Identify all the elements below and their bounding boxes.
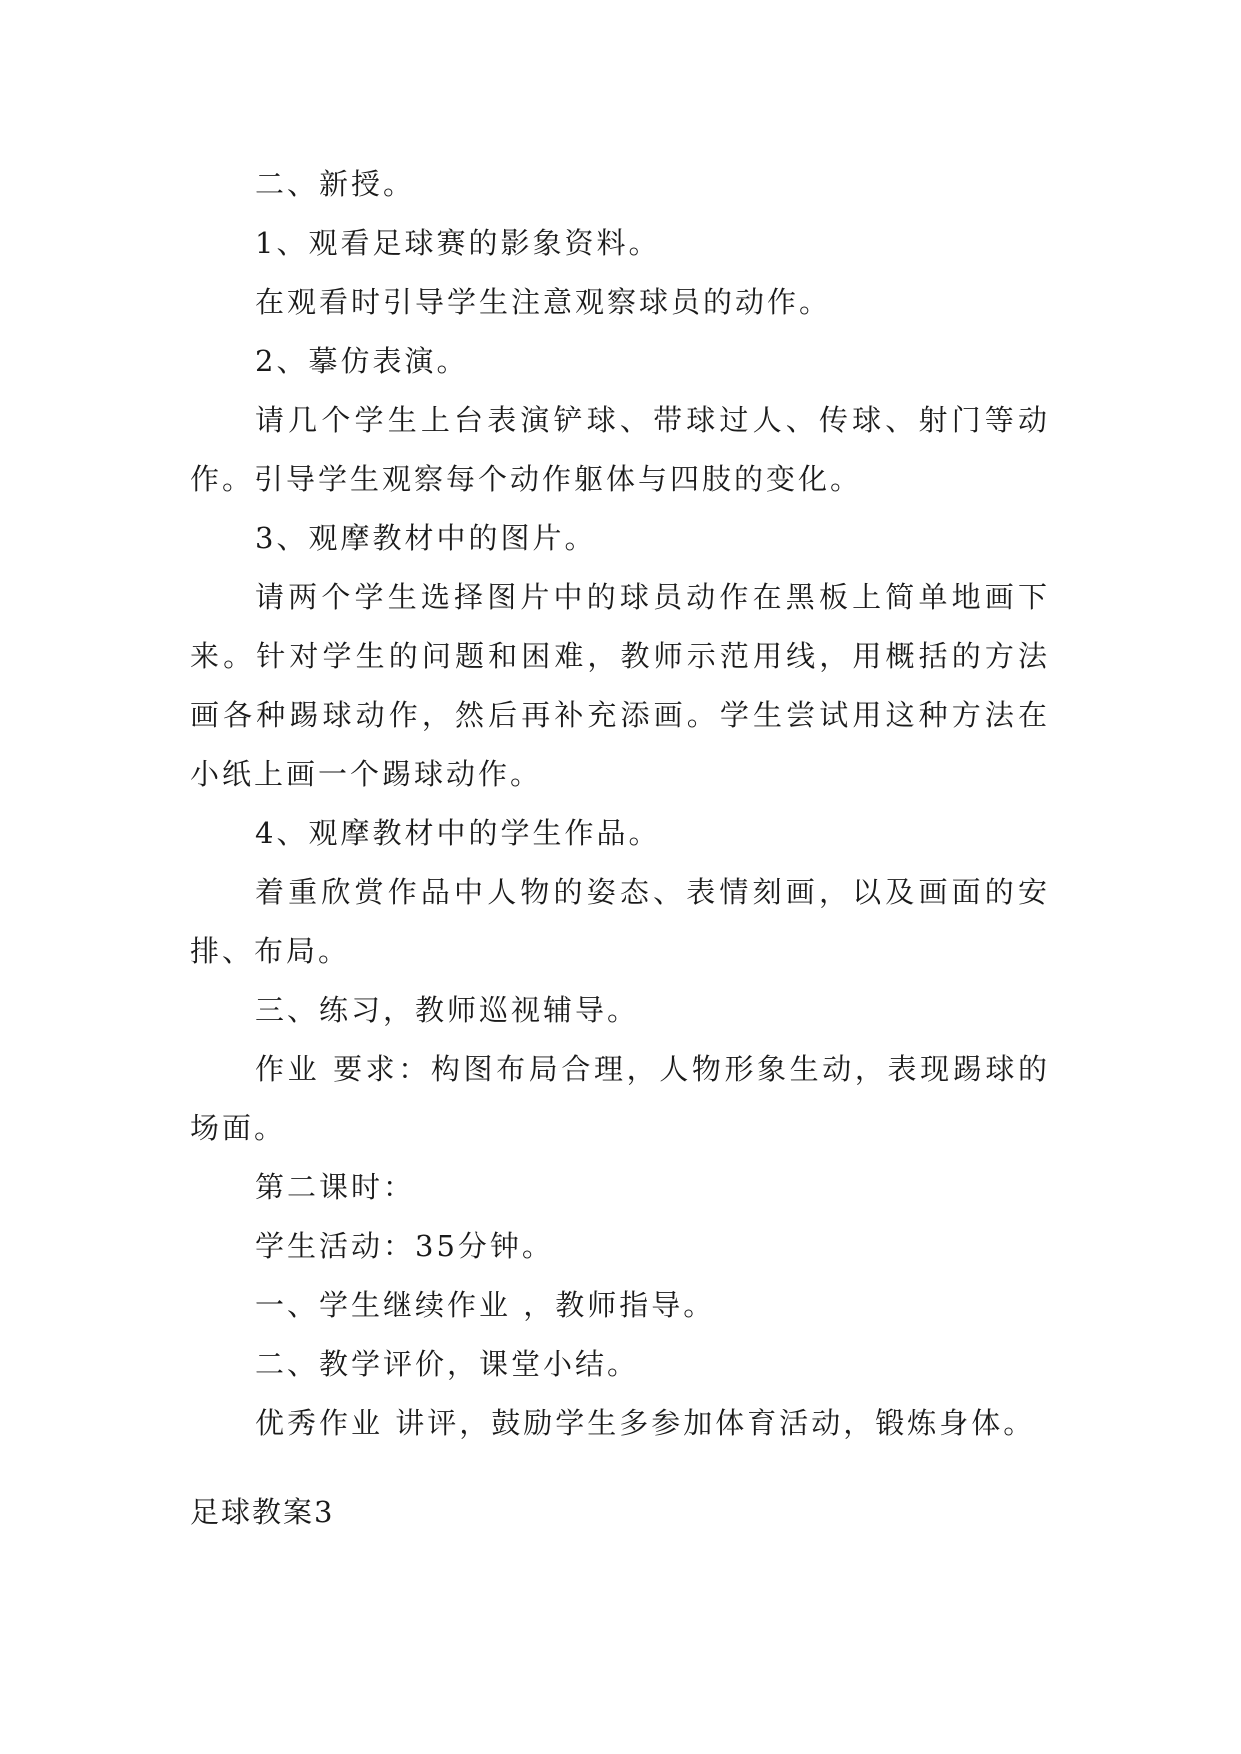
paragraph: 请几个学生上台表演铲球、带球过人、传球、射门等动作。引导学生观察每个动作躯体与四肢的变化。 <box>190 403 1050 496</box>
paragraph: 优秀作业 讲评，鼓励学生多参加体育活动，锻炼身体。 <box>255 1406 1036 1440</box>
section-heading: 足球教案3 <box>190 1495 335 1529</box>
paragraph: 2、摹仿表演。 <box>255 344 469 378</box>
paragraph: 着重欣赏作品中人物的姿态、表情刻画，以及画面的安排、布局。 <box>190 875 1050 968</box>
paragraph: 二、教学评价，课堂小结。 <box>255 1347 640 1381</box>
paragraph: 第二课时： <box>255 1170 416 1204</box>
paragraph: 一、学生继续作业 ，教师指导。 <box>255 1288 716 1322</box>
paragraph: 学生活动：35分钟。 <box>255 1229 554 1263</box>
paragraph: 二、新授。 <box>255 167 416 201</box>
paragraph: 4、观摩教材中的学生作品。 <box>255 816 661 850</box>
paragraph: 三、练习，教师巡视辅导。 <box>255 993 640 1027</box>
document-body <box>190 155 1050 1542</box>
paragraph: 在观看时引导学生注意观察球员的动作。 <box>255 285 832 319</box>
paragraph: 作业 要求：构图布局合理，人物形象生动，表现踢球的场面。 <box>190 1052 1050 1145</box>
paragraph: 请两个学生选择图片中的球员动作在黑板上简单地画下来。针对学生的问题和困难，教师示范用线，用概括的方法画各种踢球动作，然后再补充添画。学生尝试用这种方法在小纸上画一个踢球动作。 <box>190 580 1050 791</box>
paragraph: 1、观看足球赛的影象资料。 <box>255 226 661 260</box>
paragraph: 3、观摩教材中的图片。 <box>255 521 597 555</box>
